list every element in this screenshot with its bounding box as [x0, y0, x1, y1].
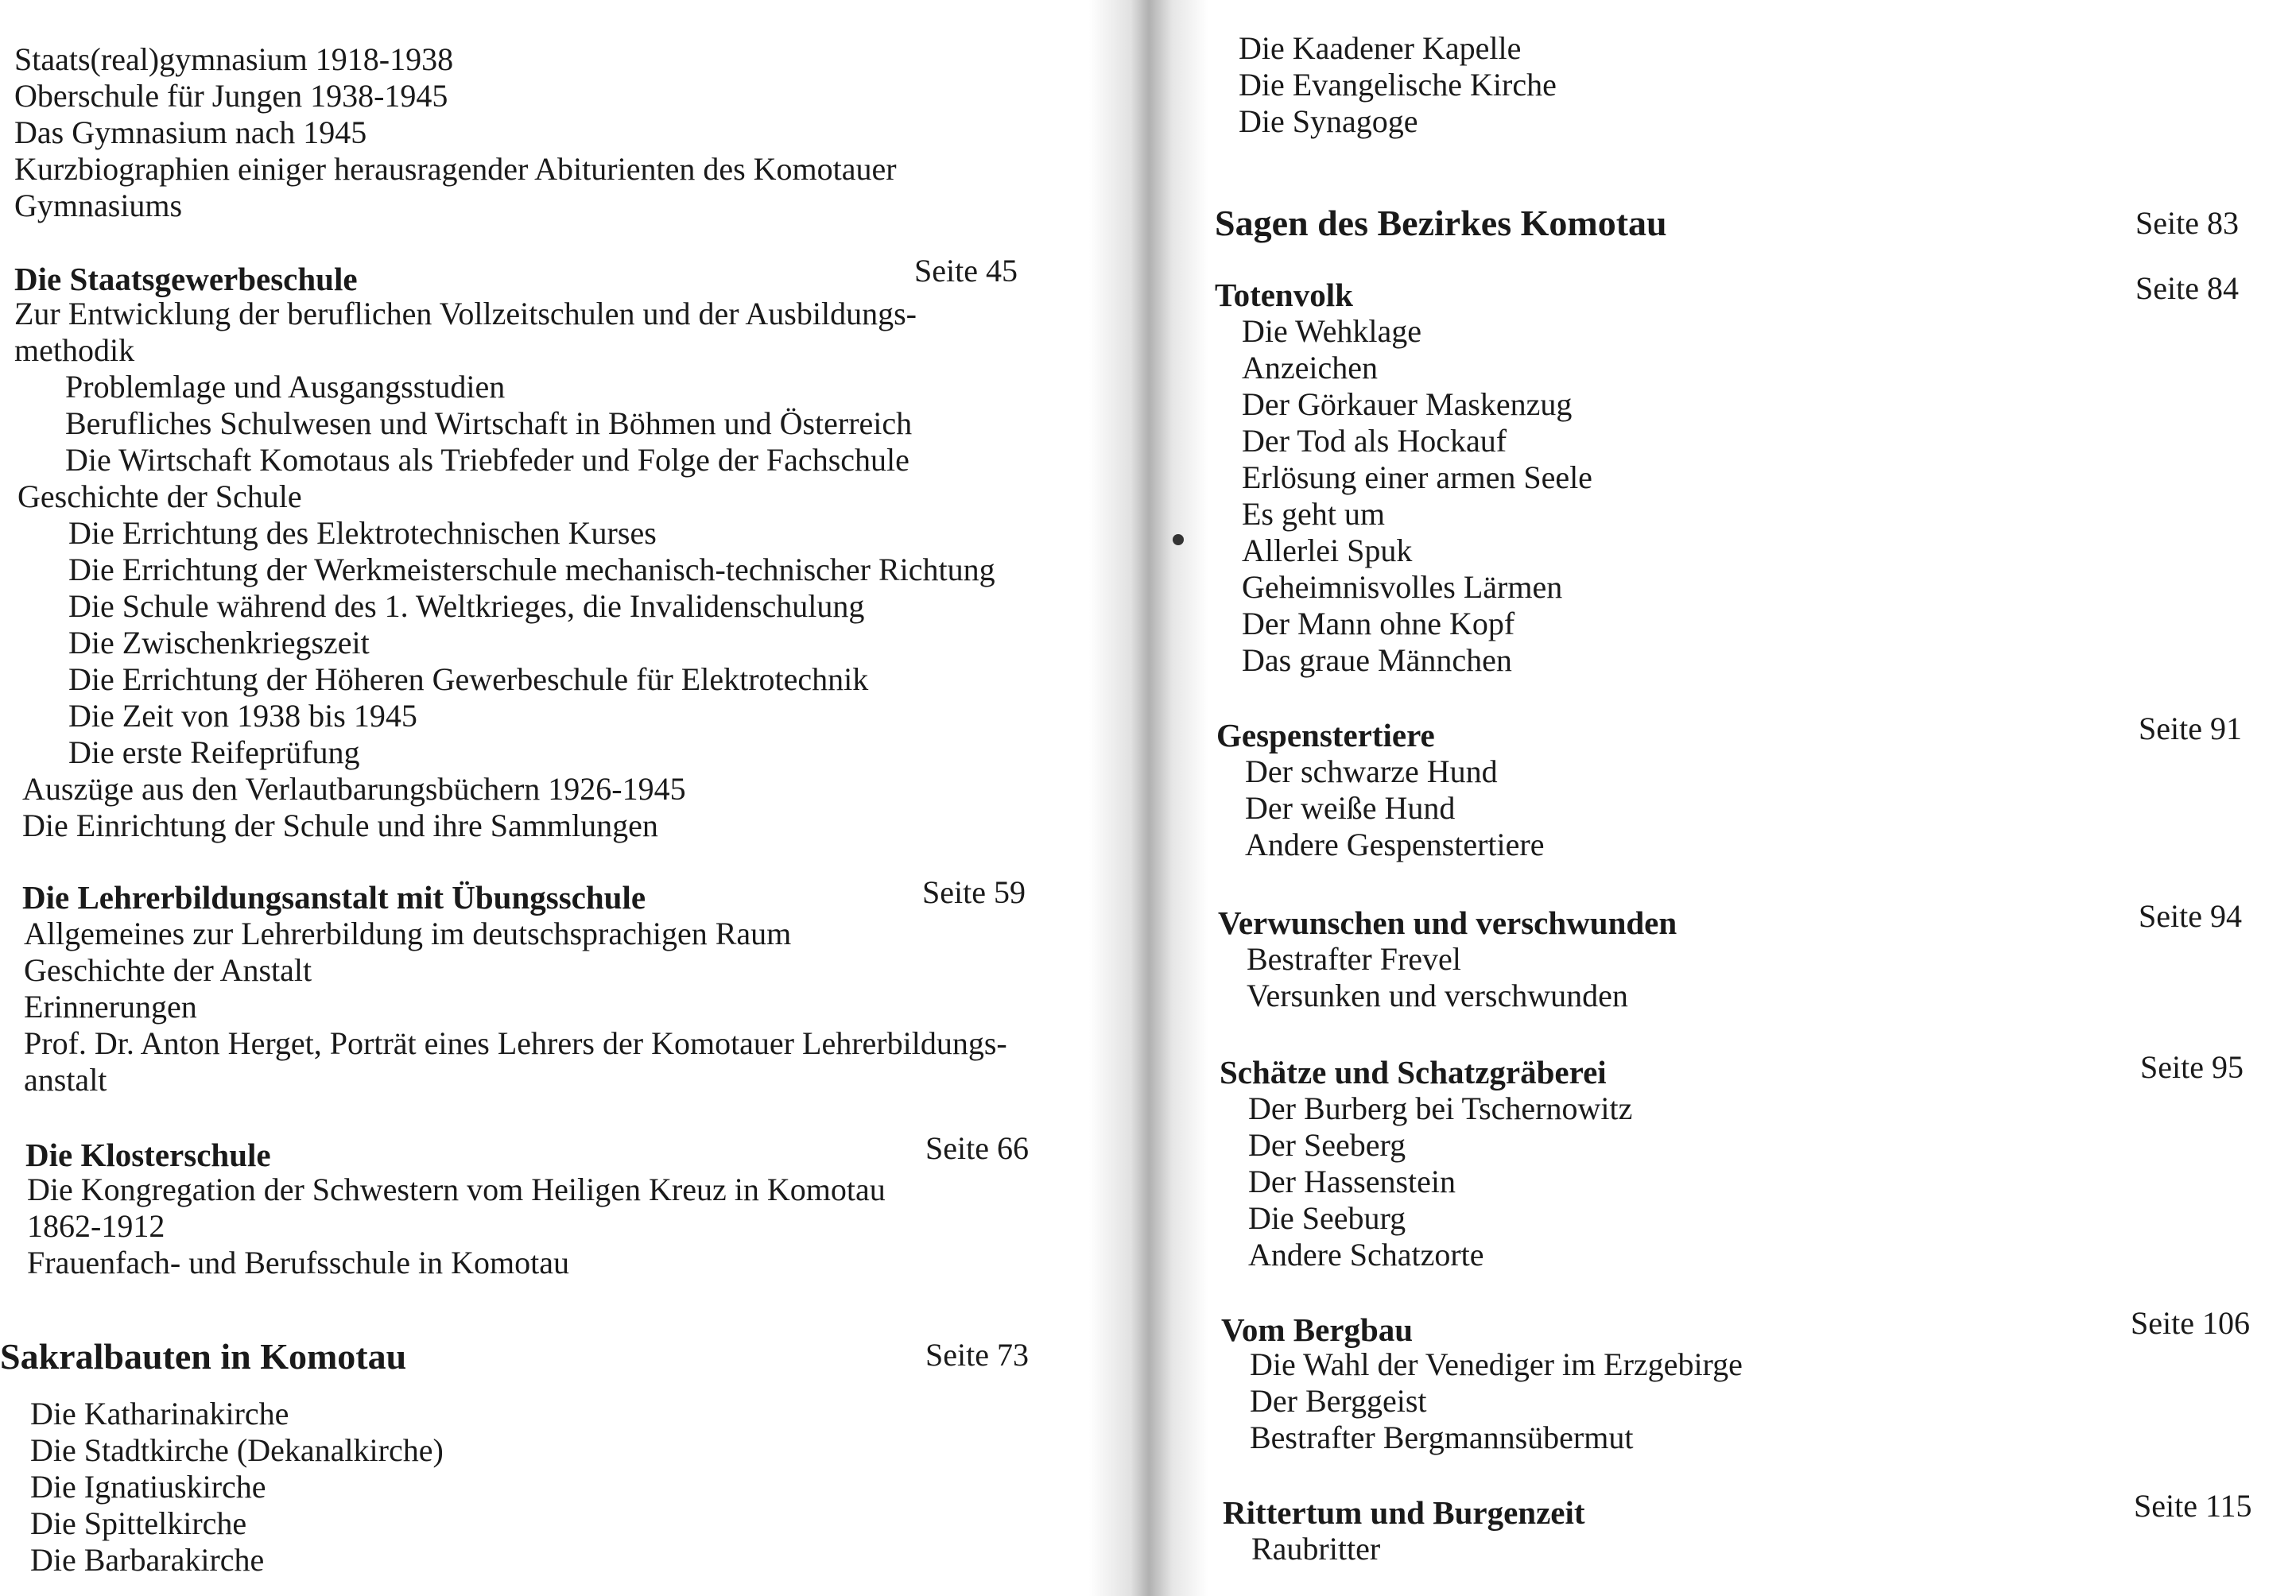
toc-entry: Erinnerungen — [24, 989, 197, 1025]
toc-entry: Oberschule für Jungen 1938-1945 — [14, 78, 448, 114]
section-heading: Gespenstertiere — [1216, 717, 1435, 753]
toc-entry: Auszüge aus den Verlautbarungsbüchern 1926-1945 — [22, 771, 686, 807]
toc-entry: Die Errichtung der Höheren Gewerbeschule für Elektrotechnik — [68, 661, 869, 697]
chapter-heading: Sagen des Bezirkes Komotau — [1215, 203, 1667, 243]
page-number: Seite 94 — [2139, 898, 2242, 934]
toc-entry: Der Seeberg — [1248, 1127, 1406, 1163]
toc-entry: Es geht um — [1242, 496, 1385, 532]
toc-entry: Geschichte der Schule — [17, 478, 302, 514]
toc-entry: Der Berggeist — [1250, 1383, 1427, 1419]
toc-entry: Die Wirtschaft Komotaus als Triebfeder und Folge der Fachschule — [65, 442, 909, 478]
toc-entry: Die Ignatiuskirche — [30, 1469, 266, 1505]
toc-entry: Staats(real)gymnasium 1918-1938 — [14, 41, 454, 77]
toc-entry: Allgemeines zur Lehrerbildung im deutschsprachigen Raum — [24, 916, 792, 951]
page-number: Seite 59 — [922, 874, 1026, 910]
toc-entry: Der Görkauer Maskenzug — [1242, 386, 1573, 422]
toc-entry: Erlösung einer armen Seele — [1242, 459, 1592, 495]
toc-entry: Allerlei Spuk — [1242, 533, 1413, 568]
section-heading: Schätze und Schatzgräberei — [1220, 1054, 1607, 1090]
toc-entry: Der Burberg bei Tschernowitz — [1248, 1090, 1633, 1126]
toc-entry: Gymnasiums — [14, 188, 183, 223]
toc-entry: Die Evangelische Kirche — [1239, 67, 1557, 103]
section-heading: Die Lehrerbildungsanstalt mit Übungsschule — [22, 879, 646, 916]
chapter-heading: Sakralbauten in Komotau — [0, 1336, 407, 1377]
section-heading: Die Klosterschule — [25, 1137, 271, 1173]
toc-entry: Raubritter — [1251, 1531, 1381, 1567]
toc-entry: Die Seeburg — [1248, 1200, 1406, 1236]
section-heading: Verwunschen und verschwunden — [1218, 905, 1677, 941]
left-page — [0, 0, 1113, 1596]
toc-entry: Die Spittelkirche — [30, 1505, 247, 1541]
ink-speck — [1173, 534, 1184, 545]
toc-entry: Die erste Reifeprüfung — [68, 734, 360, 770]
toc-entry: Die Synagoge — [1239, 103, 1418, 139]
section-heading: Die Staatsgewerbeschule — [14, 261, 358, 297]
page-number: Seite 106 — [2131, 1305, 2250, 1341]
toc-entry: Die Wehklage — [1242, 313, 1421, 349]
page-number: Seite 95 — [2140, 1049, 2244, 1085]
toc-entry: Die Katharinakirche — [30, 1396, 289, 1431]
toc-entry: Der Mann ohne Kopf — [1242, 606, 1515, 641]
toc-entry: Die Wahl der Venediger im Erzgebirge — [1250, 1346, 1743, 1382]
toc-entry: Anzeichen — [1242, 350, 1379, 385]
toc-entry: Versunken und verschwunden — [1247, 978, 1628, 1013]
page-number: Seite 83 — [2135, 205, 2239, 241]
toc-entry: Der schwarze Hund — [1245, 753, 1498, 789]
toc-entry: Andere Gespenstertiere — [1245, 827, 1545, 862]
toc-entry: Die Zwischenkriegszeit — [68, 625, 370, 660]
section-heading: Vom Bergbau — [1221, 1311, 1414, 1348]
toc-entry: Die Kongregation der Schwestern vom Heiligen Kreuz in Komotau — [27, 1172, 886, 1207]
toc-entry: Bestrafter Bergmannsübermut — [1250, 1420, 1634, 1455]
toc-entry: Das Gymnasium nach 1945 — [14, 114, 367, 150]
toc-entry: Geheimnisvolles Lärmen — [1242, 569, 1563, 605]
toc-entry: Der Hassenstein — [1248, 1164, 1456, 1199]
page-number: Seite 91 — [2139, 711, 2242, 746]
toc-entry: Die Errichtung des Elektrotechnischen Kurses — [68, 515, 657, 551]
toc-entry: Prof. Dr. Anton Herget, Porträt eines Lehrers der Komotauer Lehrerbildungs- — [24, 1025, 1007, 1061]
page-number: Seite 73 — [925, 1337, 1029, 1373]
toc-entry: Die Barbarakirche — [30, 1542, 265, 1578]
toc-entry: Der Tod als Hockauf — [1242, 423, 1507, 459]
toc-entry: Geschichte der Anstalt — [24, 952, 312, 988]
right-page — [1113, 0, 2296, 1596]
toc-entry: Berufliches Schulwesen und Wirtschaft in Böhmen und Österreich — [65, 405, 913, 441]
page-number: Seite 84 — [2135, 270, 2239, 306]
toc-entry: methodik — [14, 332, 135, 368]
toc-entry: Die Einrichtung der Schule und ihre Sammlungen — [22, 808, 658, 843]
toc-entry: Die Kaadener Kapelle — [1239, 30, 1522, 66]
page-number: Seite 115 — [2134, 1488, 2252, 1524]
toc-entry: Die Schule während des 1. Weltkrieges, die Invalidenschulung — [68, 588, 865, 624]
toc-entry: Andere Schatzorte — [1248, 1237, 1484, 1273]
toc-entry: 1862-1912 — [27, 1208, 165, 1244]
toc-entry: Die Zeit von 1938 bis 1945 — [68, 698, 417, 734]
toc-entry: Der weiße Hund — [1245, 790, 1456, 826]
page-number: Seite 45 — [914, 253, 1018, 289]
toc-entry: Die Stadtkirche (Dekanalkirche) — [30, 1432, 444, 1468]
section-heading: Totenvolk — [1215, 277, 1353, 313]
page-number: Seite 66 — [925, 1130, 1029, 1166]
toc-entry: Problemlage und Ausgangsstudien — [65, 369, 506, 405]
section-heading: Rittertum und Burgenzeit — [1223, 1494, 1585, 1531]
toc-entry: anstalt — [24, 1062, 107, 1098]
toc-entry: Kurzbiographien einiger herausragender Abiturienten des Komotauer — [14, 151, 897, 187]
toc-entry: Das graue Männchen — [1242, 642, 1512, 678]
toc-entry: Die Errichtung der Werkmeisterschule mechanisch-technischer Richtung — [68, 552, 995, 587]
toc-entry: Bestrafter Frevel — [1247, 941, 1461, 977]
toc-entry: Frauenfach- und Berufsschule in Komotau — [27, 1245, 570, 1280]
toc-entry: Zur Entwicklung der beruflichen Vollzeitschulen und der Ausbildungs- — [14, 296, 917, 331]
